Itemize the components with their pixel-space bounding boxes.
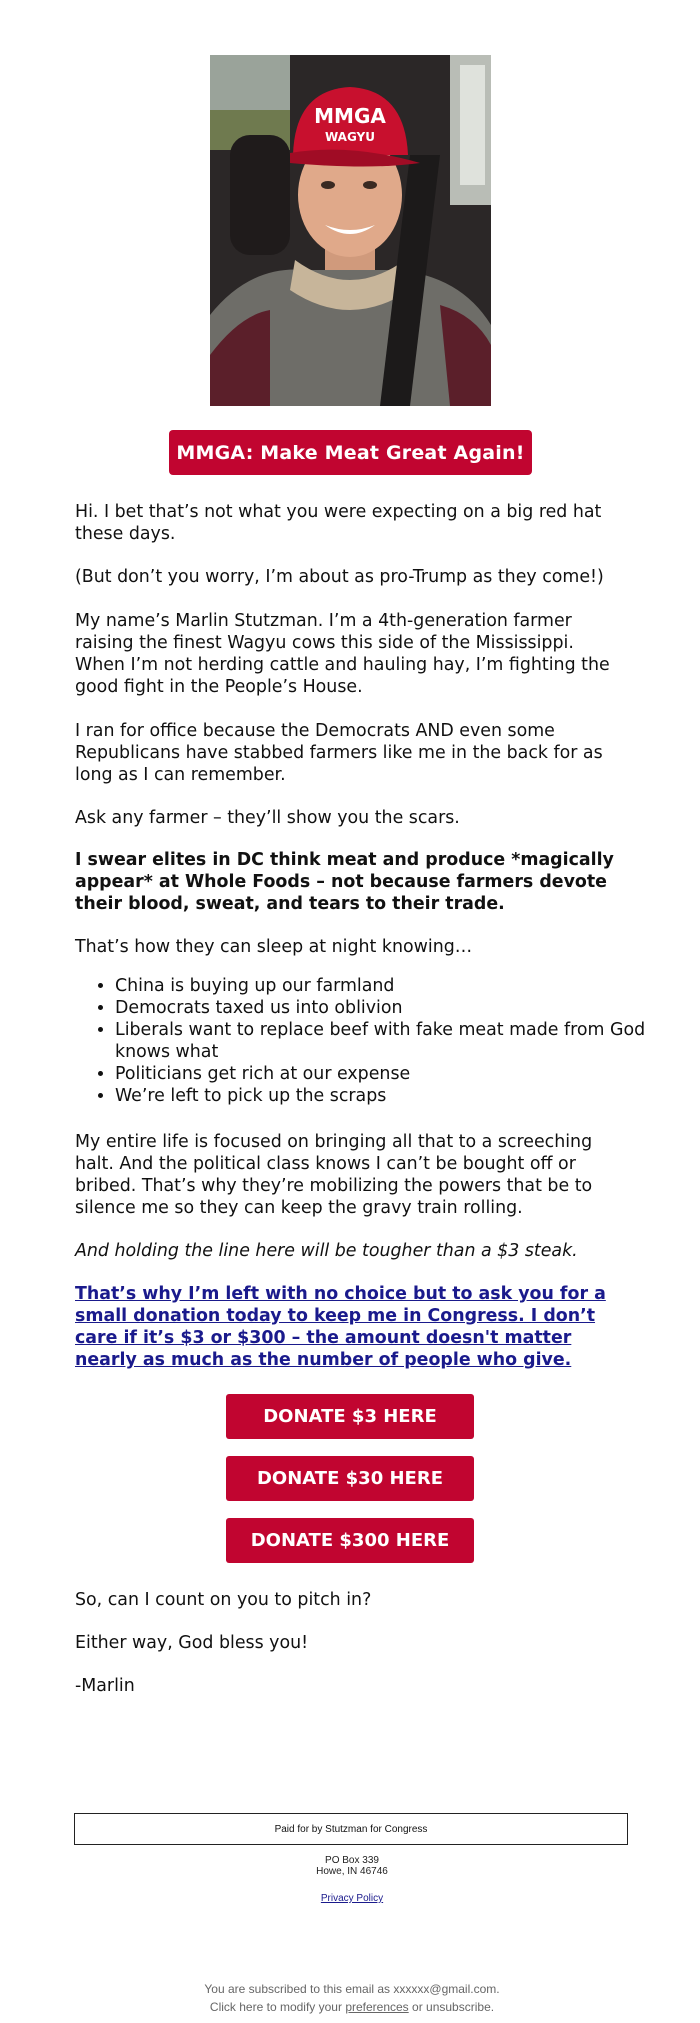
bless-text: Either way, God bless you!: [75, 1633, 309, 1653]
closing-signature: [75, 1675, 629, 1697]
subscriber-email: xxxxxx@gmail.com.: [393, 1982, 500, 1996]
grievance-list: [75, 975, 669, 1107]
address-city: Howe, IN 46746: [316, 1866, 388, 1877]
steak-text: And holding the line here will be tougher than a $3 steak.: [75, 1241, 578, 1261]
paid-for-box: [74, 1813, 628, 1845]
paragraph-intro: [75, 501, 629, 545]
hat-text-line2: WAGYU: [324, 130, 376, 144]
modify-prefix: Click here to modify your: [209, 2000, 342, 2014]
paid-for-text: Paid for by Stutzman for Congress: [274, 1823, 428, 1835]
pitch-text: So, can I count on you to pitch in?: [75, 1590, 372, 1610]
donation-ask-link[interactable]: That’s why I’m left with no choice but to ask you for a small donation today to keep me in Congress. I don’t care if it’s $3 or $300 – the amount doesn't matter nearly as much as the number of people who give.: [75, 1284, 606, 1370]
hero-photo: [210, 55, 491, 406]
list-item: • Democrats taxed us into oblivion: [115, 997, 669, 1019]
intro-text: Hi. I bet that’s not what you were expecting on a big red hat these days.: [75, 502, 602, 544]
address-po-box: PO Box 339: [325, 1855, 379, 1866]
life-focus-text: My entire life is focused on bringing all that to a screeching halt. And the political class knows I can’t be bought off or bribed. That’s why they’re mobilizing the powers that be to silence me so they can keep the gravy train rolling.: [75, 1132, 593, 1218]
list-item: • China is buying up our farmland: [115, 975, 669, 997]
closing-pitch: [75, 1589, 629, 1611]
closing-bless: [75, 1632, 629, 1654]
elites-text: I swear elites in DC think meat and produce *magically appear* at Whole Foods – not because farmers devote their blood, sweat, and tears to their trade.: [75, 850, 614, 914]
subscribed-prefix: You are subscribed to this email as: [204, 1982, 391, 1996]
bio-text: My name’s Marlin Stutzman. I’m a 4th-generation farmer raising the finest Wagyu cows this side of the Mississippi. When I’m not herding cattle and hauling hay, I’m fighting the good fight in the People’s House.: [75, 611, 610, 697]
list-item: • Politicians get rich at our expense: [115, 1063, 669, 1085]
subscription-notice: [75, 1980, 629, 1998]
paragraph-scars: [75, 807, 629, 829]
preferences-link[interactable]: preferences: [345, 2000, 409, 2014]
unsubscribe-text[interactable]: or unsubscribe.: [412, 2000, 495, 2014]
paragraph-sleep: [75, 936, 629, 958]
paragraph-elites: [75, 849, 629, 915]
list-item: • We’re left to pick up the scraps: [115, 1085, 669, 1107]
paragraph-steak: [75, 1240, 629, 1262]
privacy-policy: [75, 1893, 629, 1904]
sleep-text: That’s how they can sleep at night knowing…: [75, 937, 473, 957]
ran-for-office-text: I ran for office because the Democrats AND even some Republicans have stabbed farmers like me in the back for as long as I can remember.: [75, 721, 603, 785]
hat-text-line1: MMGA: [314, 104, 386, 128]
signature-text: -Marlin: [75, 1676, 135, 1696]
paragraph-ran-for-office: [75, 720, 629, 786]
mmga-button[interactable]: MMGA: Make Meat Great Again!: [169, 430, 532, 475]
scars-text: Ask any farmer – they’ll show you the scars.: [75, 808, 460, 828]
pro-trump-text: (But don’t you worry, I’m about as pro-Trump as they come!): [75, 567, 604, 587]
paragraph-ask: [75, 1283, 629, 1371]
donate-300-button[interactable]: DONATE $300 HERE: [226, 1518, 474, 1563]
paragraph-pro-trump: [75, 566, 629, 588]
paragraph-life-focus: [75, 1131, 629, 1219]
preferences-notice: [75, 1998, 629, 2016]
donate-3-button[interactable]: DONATE $3 HERE: [226, 1394, 474, 1439]
list-item: • Liberals want to replace beef with fake meat made from God knows what: [115, 1019, 669, 1063]
privacy-policy-link[interactable]: Privacy Policy: [320, 1893, 384, 1904]
paragraph-bio: [75, 610, 629, 698]
donate-30-button[interactable]: DONATE $30 HERE: [226, 1456, 474, 1501]
